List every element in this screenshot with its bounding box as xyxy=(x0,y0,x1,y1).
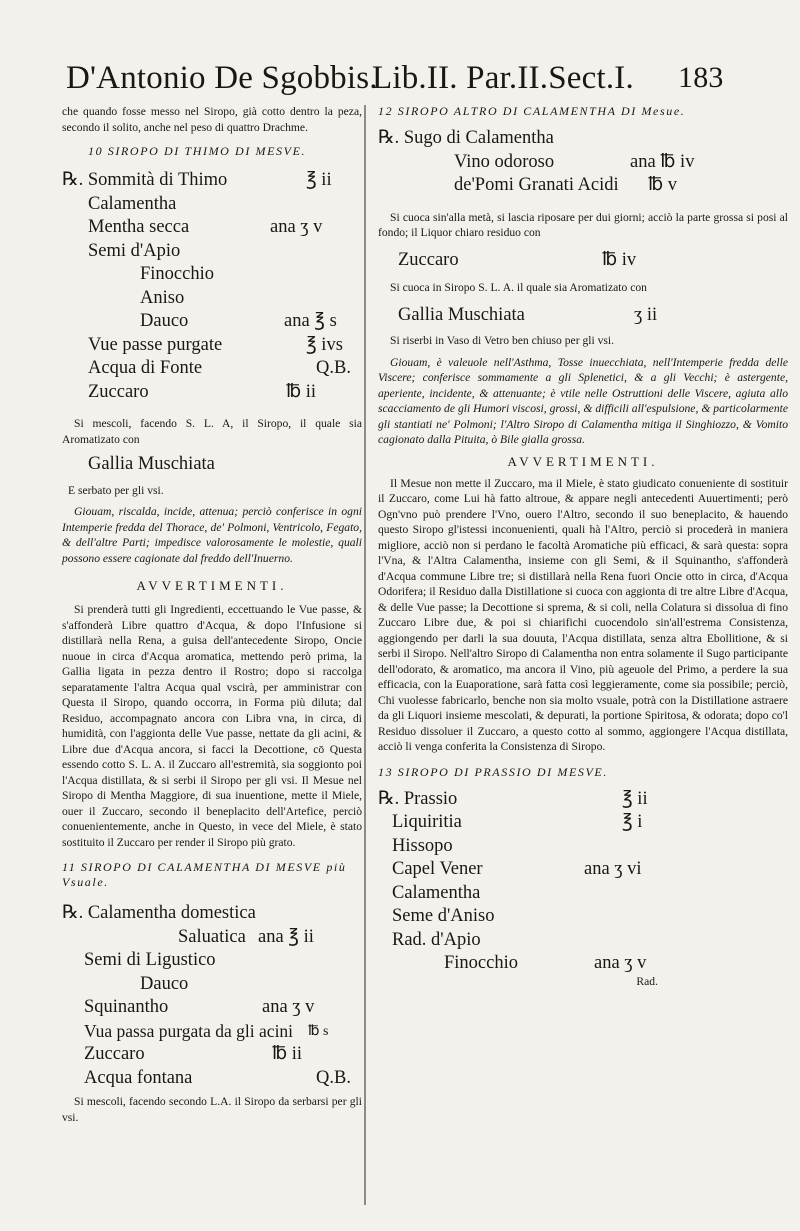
ingredient-name: Acqua di Fonte xyxy=(88,358,203,378)
ingredient-name: Mentha secca xyxy=(88,217,190,237)
recipe-11-heading: 11 SIROPO DI CALAMENTHA DI MESVE più Vsuale. xyxy=(62,860,347,889)
ingredient-line xyxy=(378,249,788,273)
ingredient-name: Vue passe purgate xyxy=(88,334,223,355)
ingredient-quantity: ℥ ii xyxy=(622,788,648,809)
recipe-13-heading: 13 SIROPO DI PRASSIO DI MESVE. xyxy=(378,764,608,779)
recipe-10-avvertimenti: Si prenderà tutti gli Ingredienti, eccettuando le Vue passe, & s'affonderà Libre quattro d'Acqua, & dopo l'Infusione si distillarà nella Rena, a guisa dell'antecedente Siropo, Oncie nuoue in circa d'Acqua aromatica, mettendo però prima, la Gallia ligata in pezza dentro il Rostro; dopo si raccolga separatamente l'altra Acqua qual vscirà, per amministrar con Questa il Siropo, quando occorra, in Forma più diluta; dal Residuo, accompagnato ancora con Libra vna, in circa, di humidità, con l'aggionta delle Vue passe, nettate da gli acini, & Libre due d'Acqua ancora, si facci la Decottione, cō Questa essendo cotto S. L. A. il Zuccaro all'estremità, sia soggionto poi l'Acqua distillata, & si serbi il Siropo per gli vsi. Il Mesue nel Siropo di Mentha Maggiore, di sua inuentione, mette il Miele, ouer il Zuccaro, secondo il beneplacito dell'Artefice, perciò conuenientemente, anche in Questo, in vece del Miele, è stato sostituito il Zuccaro per render il Siropo più grato. xyxy=(62,603,362,849)
column-divider xyxy=(364,105,366,1205)
header-author: D'Antonio De Sgobbis. xyxy=(66,60,378,96)
ingredient-quantity: ana ʒ vi xyxy=(584,859,642,879)
ingredient-name: Calamentha xyxy=(392,882,481,903)
ingredient-line xyxy=(378,882,788,906)
ingredient-line xyxy=(62,169,362,193)
recipe-10-heading: 10 SIROPO DI THIMO DI MESVE. xyxy=(88,144,307,158)
ingredient-quantity: ℥ i xyxy=(622,812,643,832)
ingredient-quantity: ana ʒ v xyxy=(270,217,323,237)
recipe-11-ingredients xyxy=(62,902,362,1090)
catchword: Rad. xyxy=(636,974,658,988)
ingredient-quantity: ana ʒ v xyxy=(594,953,647,973)
page-number: 183 xyxy=(678,61,724,94)
recipe-12-keep: Si riserbi in Vaso di Vetro ben chiuso per gli vsi. xyxy=(390,334,615,347)
ingredient-line xyxy=(62,310,362,334)
ingredient-line xyxy=(378,788,788,812)
recipe-12-avvertimenti-title: AVVERTIMENTI. xyxy=(507,453,659,469)
ingredient-name: Semi di Ligustico xyxy=(84,950,216,970)
ingredient-name: Zuccaro xyxy=(84,1044,145,1064)
ingredient-line xyxy=(62,973,362,997)
ingredient-quantity: ℔ ii xyxy=(286,381,317,402)
ingredient-name: Vua passa purgata da gli acini xyxy=(84,1020,294,1041)
ingredient-quantity: ℔ iv xyxy=(602,249,637,270)
ingredient-name: Calamentha xyxy=(88,193,177,214)
ingredient-name: ℞. Prassio xyxy=(378,788,458,809)
ingredient-line xyxy=(378,929,788,953)
intro-text: che quando fosse messo nel Siropo, già cotto dentro la peza, secondo il solito, anche nel peso di quattro Drachme. xyxy=(62,105,362,134)
ingredient-quantity: ana ℥ ii xyxy=(258,926,314,947)
recipe-12-ingredients xyxy=(378,127,788,198)
recipe-12-avvertimenti: Il Mesue non mette il Zuccaro, ma il Miele, è stato giudicato conueniente di sostituir il Zuccaro, come Lui hà fatto altroue, & appare negli antecedenti Auuertimenti; però Ogn'vno può prendere l'Vno, ouero l'Altro, secondo il suo beneplacito, & hauendo questo Siropo gl'istessi inconuenienti, quali hà l'Altro, perciò si procederà in maniera migliore, acciò non si perdano le facoltà Aromatiche più efficaci, & sarà questa: sopra l'Vna, & l'Altra Calamentha, insieme con gli Semi, & il Squinantho, s'affonderà d'Acqua commune Libre tre; si distillarà nella Rena fuori Oncie otto in circa, d'Acqua Odorifera; il Residuo dalla Distillatione si cuoca con aggionta di tre altre Libre d'Acqua, & delle Vue passe; la Decottione si sprema, & si coli, nella Colatura si dissolua di fino Zuccaro Libre due, & poi si chiarifichi cuocendolo sin'all'estrema Consistenza, aggiongendo per darli la sua douuta, l'Acqua distillata, senza altra Ebollitione, & si serbi il Siropo. Nell'altro Siropo di Calamentha non entra solamente il Sugo participante dell'odorato, & aromatico, ma ancora il Vino, più ageuole del Primo, a perdere la sua efficacia, con la Euaporatione, sarà fatta così leggieramente, come sia possibile; perciò, Chi vuolesse fabricarlo, benche non sia molto vsuale, potrà con la Distillatione astraere da gli Liquori insieme mescolati, & depurati, la portione Spiritosa, & odorata; dopo co'l Residuo dissoluer il Zuccaro, a questo cotto al sommo, aggiongere l'Acqua distillata, acciò li venga conferita la Consistenza di Siropo. xyxy=(378,476,788,753)
recipe-12-virtues: Giouam, è valeuole nell'Asthma, Tosse inuecchiata, nell'Intemperie fredda delle Viscere; conferisce sommamente a gli Splenetici, & a gli Vecchi; è astergente, aperiente, incidente, & attenuante; è vtile nelle Ostruttioni delle Viscere, agiuta allo scacciamento de gli Humori viscosi, grossi, & difficili all'espulsione, & particolarmente gli stantiati ne' Polmoni; l'Altro Siropo di Calamentha mitiga il Singhiozzo, & Vomito cagionato dalla Pituita, ò Bile gialla grossa. xyxy=(378,355,788,446)
ingredient-quantity: ana ʒ v xyxy=(262,997,315,1017)
recipe-12-heading: 12 SIROPO ALTRO DI CALAMENTHA DI Mesue. xyxy=(378,104,686,118)
ingredient-name: Zuccaro xyxy=(398,249,459,270)
ingredient-quantity: Q.B. xyxy=(316,358,351,378)
recipe-12-method-1: Si cuoca sin'alla metà, si lascia riposare per dui giorni; acciò la parte grossa si posi al fondo; il Liquor chiaro residuo con xyxy=(378,210,788,239)
ingredient-name: Hissopo xyxy=(392,835,453,856)
ingredient-quantity: ℥ ivs xyxy=(306,334,343,355)
ingredient-line xyxy=(378,811,788,835)
ingredient-line xyxy=(62,193,362,217)
ingredient-name: Liquiritia xyxy=(392,812,462,832)
ingredient-quantity: ℔ ii xyxy=(272,1044,303,1064)
ingredient-name: Zuccaro xyxy=(88,381,149,402)
ingredient-name: Gallia Muschiata xyxy=(88,454,215,474)
ingredient-name: Finocchio xyxy=(444,953,518,973)
ingredient-line xyxy=(62,1020,362,1044)
ingredient-line xyxy=(62,902,362,926)
recipe-10-ingredients xyxy=(62,169,362,404)
ingredient-name: Acqua fontana xyxy=(84,1067,193,1088)
ingredient-line xyxy=(62,357,362,381)
ingredient-name: ℞. Sugo di Calamentha xyxy=(378,128,554,148)
ingredient-quantity: ℔ s xyxy=(308,1023,329,1039)
ingredient-quantity: ℥ ii xyxy=(306,170,332,190)
header-section: Lib.II. Par.II.Sect.I. xyxy=(372,60,634,96)
ingredient-line xyxy=(62,216,362,240)
ingredient-line xyxy=(378,952,788,976)
ingredient-line xyxy=(378,835,788,859)
ingredient-line xyxy=(62,949,362,973)
ingredient-line xyxy=(378,858,788,882)
ingredient-name: Aniso xyxy=(140,287,185,308)
ingredient-name: Capel Vener xyxy=(392,859,483,879)
ingredient-line xyxy=(62,263,362,287)
ingredient-line xyxy=(62,287,362,311)
ingredient-quantity: ʒ ii xyxy=(634,304,658,325)
recipe-10-avvertimenti-title: AVVERTIMENTI. xyxy=(136,578,288,593)
ingredient-line xyxy=(378,127,788,151)
running-header xyxy=(66,52,796,104)
ingredient-quantity: Q.B. xyxy=(316,1067,351,1088)
ingredient-name: ℞. Sommità di Thimo xyxy=(62,170,228,190)
recipe-10-virtues: Giouam, riscalda, incide, attenua; perciò conferisce in ogni Intemperie fredda del Thorace, de' Polmoni, Ventricolo, Fegato, & dell'altre Parti; impedisce valorosamente le molestie, quali possono essere cagionate dal freddo dell'Inuerno. xyxy=(62,505,362,565)
ingredient-quantity: ℔ v xyxy=(648,175,678,195)
right-column xyxy=(378,104,788,989)
ingredient-line xyxy=(62,1067,362,1091)
recipe-10-keep: E serbato per gli vsi. xyxy=(68,483,164,497)
ingredient-name: Dauco xyxy=(140,311,189,331)
ingredient-quantity: ana ℥ s xyxy=(284,311,337,331)
ingredient-name: ℞. Calamentha domestica xyxy=(62,903,256,923)
ingredient-name: Semi d'Apio xyxy=(88,240,181,261)
recipe-12-method-2: Si cuoca in Siropo S. L. A. il quale sia Aromatizato con xyxy=(390,281,647,294)
ingredient-name: de'Pomi Granati Acidi xyxy=(454,175,619,195)
ingredient-line xyxy=(62,381,362,405)
ingredient-quantity: ana ℔ iv xyxy=(630,151,695,172)
ingredient-line xyxy=(62,926,362,950)
ingredient-name: Saluatica xyxy=(178,926,246,947)
ingredient-line xyxy=(378,174,788,198)
ingredient-line xyxy=(378,151,788,175)
ingredient-name: Seme d'Aniso xyxy=(392,906,495,926)
ingredient-name: Vino odoroso xyxy=(454,151,555,172)
ingredient-name: Squinantho xyxy=(84,997,169,1017)
ingredient-line xyxy=(62,334,362,358)
ingredient-line xyxy=(62,1043,362,1067)
recipe-13-ingredients xyxy=(378,788,788,976)
left-column xyxy=(62,104,362,1125)
ingredient-name: Dauco xyxy=(140,973,189,994)
ingredient-name: Gallia Muschiata xyxy=(398,304,525,325)
recipe-10-method: Si mescoli, facendo S. L. A, il Siropo, il quale sia Aromatizato con xyxy=(62,417,362,446)
ingredient-line xyxy=(378,905,788,929)
ingredient-line xyxy=(62,453,362,477)
recipe-11-method: Si mescoli, facendo secondo L.A. il Siropo da serbarsi per gli vsi. xyxy=(62,1095,362,1124)
ingredient-name: Rad. d'Apio xyxy=(392,929,481,950)
ingredient-name: Finocchio xyxy=(140,264,214,284)
ingredient-line xyxy=(62,240,362,264)
ingredient-line xyxy=(62,996,362,1020)
ingredient-line xyxy=(378,304,788,328)
